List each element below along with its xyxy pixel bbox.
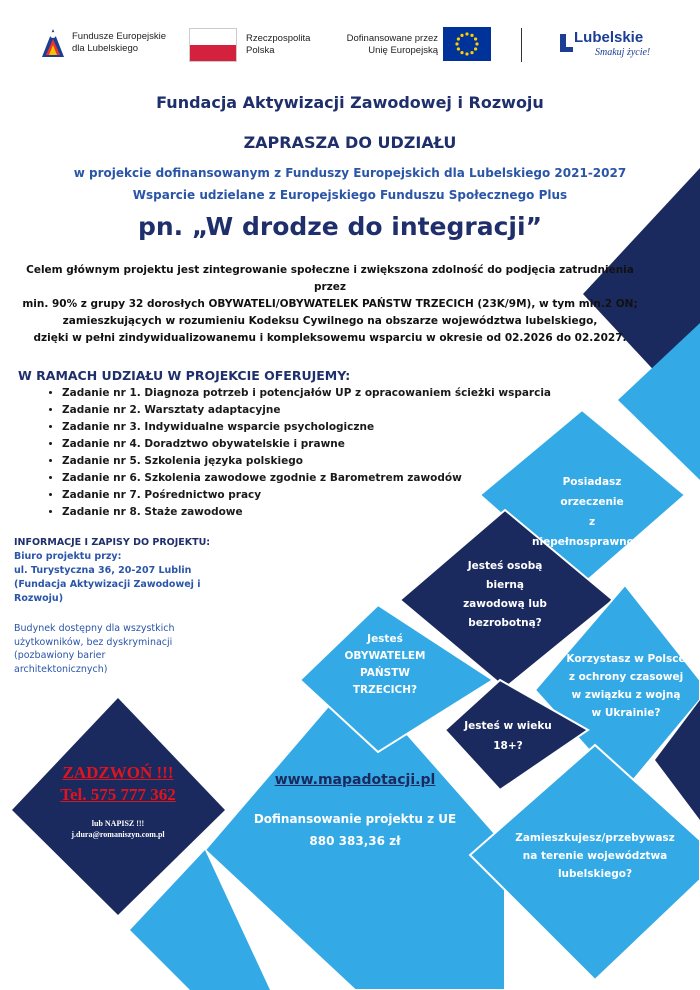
info-address: Rozwoju) <box>14 593 64 604</box>
list-item: • Zadanie nr 6. Szkolenia zawodowe zgodnie z Barometrem zawodów <box>62 470 551 487</box>
question-third-country <box>330 631 440 699</box>
project-description <box>10 262 650 347</box>
email-link[interactable]: j.dura@romaniszyn.com.pl <box>71 830 165 839</box>
fe-logo-text: Fundusze Europejskie dla Lubelskiego <box>72 31 166 54</box>
question-line: lubelskiego? <box>557 868 633 880</box>
question-line: OBYWATELEM <box>344 650 426 662</box>
question-line: bezrobotną? <box>468 617 542 629</box>
question-line: TRZECICH? <box>352 684 418 696</box>
funding-label: Dofinansowanie projektu z UE <box>253 812 457 826</box>
question-line: Jesteś w wieku <box>464 720 552 732</box>
question-line: Jesteś <box>367 633 403 645</box>
question-line: zawodową lub <box>463 598 547 610</box>
list-item: • Zadanie nr 1. Diagnoza potrzeb i potencjałów UP z opracowaniem ścieżki wsparcia <box>62 385 551 402</box>
question-line: Zamieszkujesz/przebywasz <box>515 832 675 844</box>
funding-info <box>240 808 470 852</box>
question-line: w związku z wojną <box>571 689 681 701</box>
description-line: Celem głównym projektu jest zintegrowanie społeczne i zwiększona zdolność do podjęcia zatrudnienia przez <box>26 264 634 293</box>
project-name: pn. „W drodze do integracji” <box>137 212 543 241</box>
question-residence <box>500 829 690 883</box>
question-line: z <box>588 516 596 528</box>
list-item: • Zadanie nr 2. Warsztaty adaptacyjne <box>62 402 551 419</box>
question-line: Korzystasz w Polsce <box>566 653 686 665</box>
contact-write <box>20 818 216 840</box>
call-label: ZADZWOŃ !!! <box>62 763 174 782</box>
lubelskie-name: Lubelskie <box>574 29 644 46</box>
description-line: zamieszkujących w rozumieniu Kodeksu Cywilnego na obszarze województwa lubelskiego, <box>62 315 598 327</box>
offer-heading: W RAMACH UDZIAŁU W PROJEKCIE OFERUJEMY: <box>18 368 351 383</box>
access-line: (pozbawiony barier <box>14 650 106 661</box>
list-item: • Zadanie nr 8. Staże zawodowe <box>62 504 551 521</box>
question-line: bierną <box>486 579 524 591</box>
question-line: niepełnosprawnością? <box>532 536 664 548</box>
question-protection <box>556 650 696 722</box>
list-item: • Zadanie nr 7. Pośrednictwo pracy <box>62 487 551 504</box>
list-item: • Zadanie nr 4. Doradztwo obywatelskie i prawne <box>62 436 551 453</box>
info-block <box>14 536 210 606</box>
eu-logo-text: Dofinansowane przez Unię Europejską <box>346 33 438 56</box>
project-line2: Wsparcie udzielane z Europejskiego Funduszu Społecznego Plus <box>132 188 568 202</box>
project-line1: w projekcie dofinansowanym z Funduszy Europejskich dla Lubelskiego 2021-2027 <box>73 166 627 180</box>
rp-logo-text: Rzeczpospolita Polska <box>246 33 311 56</box>
question-unemployed <box>450 557 560 633</box>
description-line: min. 90% z grupy 32 dorosłych OBYWATELI/OBYWATELEK PAŃSTW TRZECICH (23K/9M), w tym min.2 ON; <box>22 298 638 310</box>
question-line: Jesteś osobą <box>467 560 543 572</box>
info-address: ul. Turystyczna 36, 20-207 Lublin <box>14 565 192 576</box>
phone-number[interactable]: Tel. 575 777 362 <box>60 785 176 804</box>
question-line: z ochrony czasowej <box>568 671 684 683</box>
write-label: lub NAPISZ !!! <box>91 819 145 828</box>
question-disability <box>532 472 664 552</box>
list-item: • Zadanie nr 5. Szkolenia języka polskiego <box>62 453 551 470</box>
info-office: Biuro projektu przy: <box>14 551 122 562</box>
question-line: w Ukrainie? <box>591 707 661 719</box>
lubelskie-slogan: Smakuj życie! <box>595 47 651 58</box>
question-line: Posiadasz orzeczenie <box>560 476 624 508</box>
accessibility-note <box>14 622 175 676</box>
info-address: (Fundacja Aktywizacji Zawodowej i <box>14 579 201 590</box>
offer-list <box>22 385 551 521</box>
description-line: dzięki w pełni zindywidualizowanemu i kompleksowemu wsparciu w okresie od 02.2026 do 02.2027. <box>33 332 627 344</box>
question-line: na terenie województwa <box>522 850 668 862</box>
website-link[interactable]: www.mapadotacji.pl <box>274 772 436 788</box>
list-item: • Zadanie nr 3. Indywidualne wsparcie psychologiczne <box>62 419 551 436</box>
contact-call <box>20 762 216 806</box>
info-heading: INFORMACJE I ZAPISY DO PROJEKTU: <box>14 537 211 548</box>
question-line: PAŃSTW <box>360 667 410 679</box>
access-line: architektonicznych) <box>14 663 108 675</box>
funding-amount: 880 383,36 zł <box>309 834 401 848</box>
access-line: użytkowników, bez dyskryminacji <box>14 636 173 648</box>
org-title: Fundacja Aktywizacji Zawodowej i Rozwoju <box>156 93 544 112</box>
question-line: 18+? <box>493 740 523 752</box>
question-age <box>462 716 554 756</box>
access-line: Budynek dostępny dla wszystkich <box>14 623 175 634</box>
invite-heading: ZAPRASZA DO UDZIAŁU <box>243 133 457 152</box>
